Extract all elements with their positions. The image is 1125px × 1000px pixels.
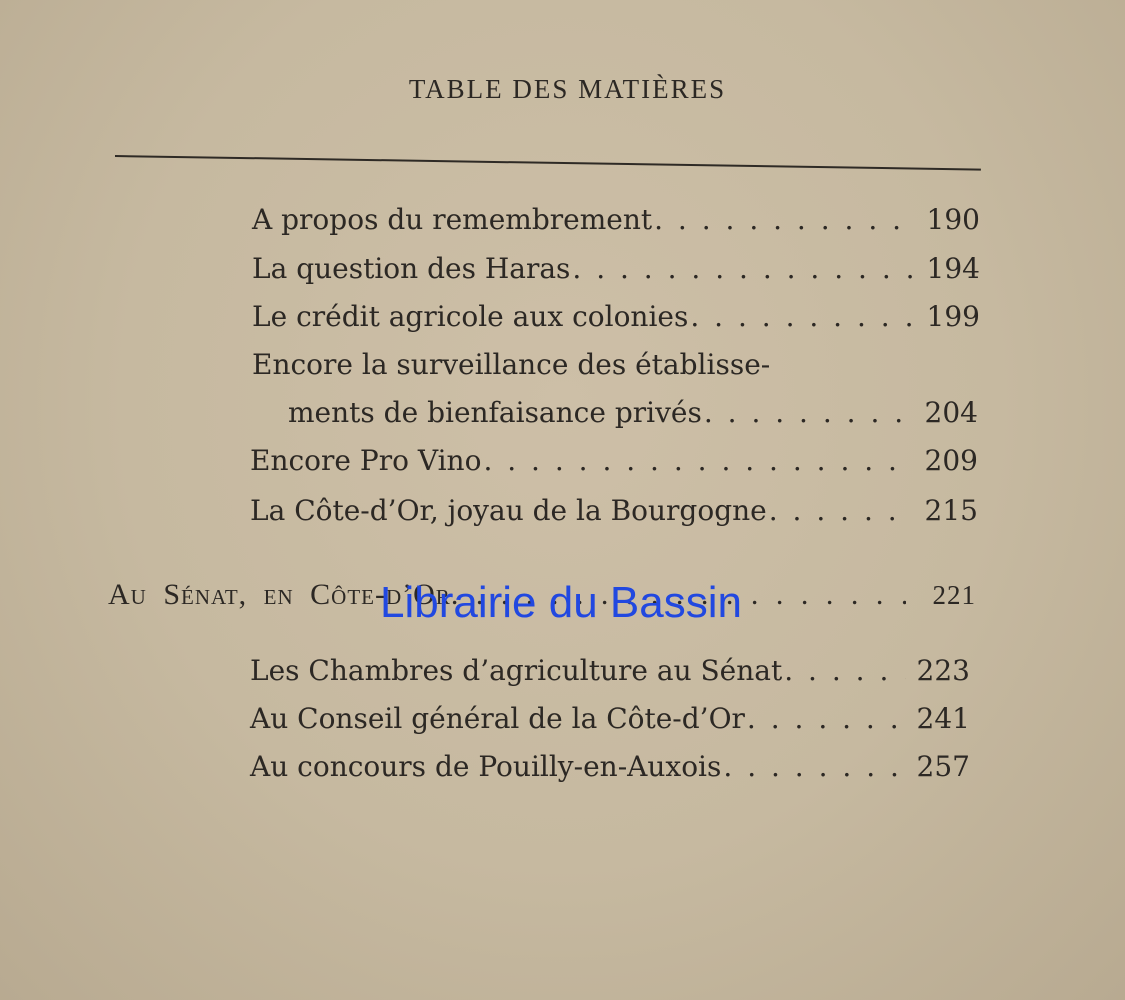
toc-entry — [250, 494, 978, 527]
page-number: 223 — [916, 654, 970, 687]
toc-entry — [252, 300, 980, 333]
dot-leader — [769, 494, 914, 527]
running-head: TABLE DES MATIÈRES — [408, 74, 727, 104]
toc-entry — [250, 654, 970, 687]
dot-leader — [704, 396, 914, 429]
page-number: 241 — [916, 702, 970, 735]
entry-title: Au Conseil général de la Côte-d’Or — [250, 702, 745, 735]
page-number: 199 — [926, 300, 980, 333]
entry-title: La Côte-d’Or, joyau de la Bourgogne — [250, 494, 767, 527]
toc-entry — [252, 252, 980, 285]
toc-entry — [250, 702, 970, 735]
page-number: 204 — [924, 396, 978, 429]
entry-title-first-line: Encore la surveillance des établisse- — [252, 348, 771, 381]
dot-leader — [572, 252, 916, 285]
page-number: 209 — [924, 444, 978, 477]
dot-leader — [747, 702, 906, 735]
dot-leader — [690, 300, 916, 333]
page-number: 215 — [924, 494, 978, 527]
entry-title-continuation: ments de bienfaisance privés — [288, 396, 702, 429]
entry-title: La question des Haras — [252, 252, 571, 285]
entry-title: Au concours de Pouilly-en-Auxois — [250, 750, 722, 783]
page-number: 257 — [916, 750, 970, 783]
dot-leader — [483, 444, 914, 477]
dot-leader — [784, 654, 906, 687]
dot-leader — [723, 750, 906, 783]
page-number: 194 — [926, 252, 980, 285]
toc-entry — [250, 750, 970, 783]
section-title: Au Sénat, en Côte-d’Or — [108, 578, 451, 611]
entry-title: Les Chambres d’agriculture au Sénat — [250, 654, 783, 687]
entry-title: Le crédit agricole aux colonies — [252, 300, 689, 333]
toc-entry — [250, 444, 978, 477]
page-number: 221 — [932, 580, 976, 610]
entry-title: A propos du remembrement — [252, 203, 653, 236]
entry-title: Encore Pro Vino — [250, 444, 482, 477]
toc-entry — [252, 203, 980, 236]
dot-leader — [654, 203, 916, 236]
watermark-text: Librairie du Bassin — [380, 578, 742, 627]
page-number: 190 — [926, 203, 980, 236]
header-rule — [115, 155, 981, 171]
toc-entry — [288, 396, 978, 429]
